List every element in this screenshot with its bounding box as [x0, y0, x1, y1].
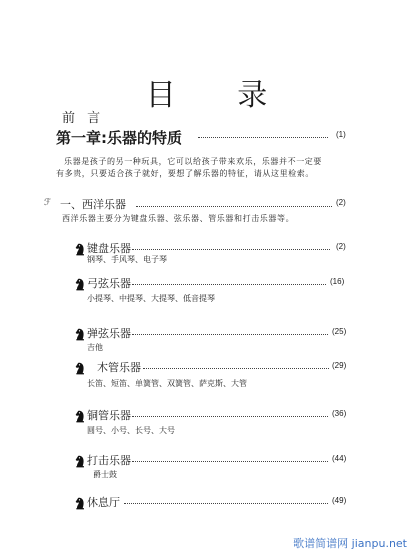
chapter-leader — [198, 137, 328, 138]
section-west-leader — [136, 206, 332, 207]
toc-entry-sublist: 钢琴、手风琴、电子琴 — [87, 255, 167, 264]
toc-entry-sublist: 长笛、短笛、单簧管、双簧管、萨克斯、大管 — [87, 379, 247, 388]
knight-chess-icon — [73, 241, 86, 255]
toc-entry-sublist: 圆号、小号、长号、大号 — [87, 426, 175, 435]
section-west-heading[interactable]: 一、西洋乐器 — [60, 198, 126, 211]
knight-chess-icon — [73, 408, 86, 422]
toc-entry-label[interactable]: 打击乐器 — [87, 454, 131, 467]
knight-chess-icon — [73, 453, 86, 467]
toc-entry-page: (49) — [332, 496, 347, 505]
toc-entry-leader — [132, 284, 326, 285]
toc-entry-page: (2) — [336, 242, 346, 251]
toc-entry-leader — [132, 461, 328, 462]
toc-entry-page: (16) — [330, 277, 345, 286]
corner-mark: ℱ — [44, 198, 52, 208]
toc-entry-leader — [132, 249, 330, 250]
chapter-page-number: (1) — [336, 130, 346, 139]
knight-chess-icon — [73, 495, 86, 509]
toc-entry-sublist: 小提琴、中提琴、大提琴、低音提琴 — [87, 294, 215, 303]
knight-chess-icon — [73, 326, 86, 340]
toc-entry-leader — [124, 503, 328, 504]
toc-entry-label[interactable]: 弓弦乐器 — [87, 277, 131, 290]
toc-entry-leader — [132, 416, 328, 417]
toc-entry-leader — [143, 368, 329, 369]
section-west-page: (2) — [336, 198, 346, 207]
knight-chess-icon — [73, 360, 86, 374]
toc-entry-label[interactable]: 弹弦乐器 — [87, 327, 131, 340]
chapter-heading[interactable]: 第一章:乐器的特质 — [56, 129, 182, 147]
toc-entry-leader — [132, 334, 328, 335]
toc-entry-label[interactable]: 铜管乐器 — [87, 409, 131, 422]
toc-entry-page: (36) — [332, 409, 347, 418]
section-west-desc: 西洋乐器主要分为键盘乐器、弦乐器、管乐器和打击乐器等。 — [62, 214, 295, 223]
watermark: 歌谱简谱网 jianpu.net — [293, 537, 407, 550]
toc-entry-page: (44) — [332, 454, 347, 463]
toc-entry-sublist: 爵士鼓 — [93, 470, 117, 479]
knight-chess-icon — [73, 276, 86, 290]
preface-heading[interactable]: 前 言 — [62, 111, 105, 126]
toc-entry-page: (29) — [332, 361, 347, 370]
toc-entry-page: (25) — [332, 327, 347, 336]
page-title: 目 录 — [145, 78, 294, 113]
toc-entry-sublist: 吉他 — [87, 343, 103, 352]
toc-entry-label[interactable]: 木管乐器 — [97, 361, 141, 374]
intro-line-1: 乐器是孩子的另一种玩具，它可以给孩子带来欢乐，乐器并不一定要 — [64, 157, 322, 166]
toc-entry-label[interactable]: 键盘乐器 — [87, 242, 131, 255]
toc-entry-label[interactable]: 休息厅 — [87, 496, 120, 509]
intro-line-2: 有多贵，只要适合孩子就好，要想了解乐器的特征，请从这里检索。 — [56, 169, 314, 178]
